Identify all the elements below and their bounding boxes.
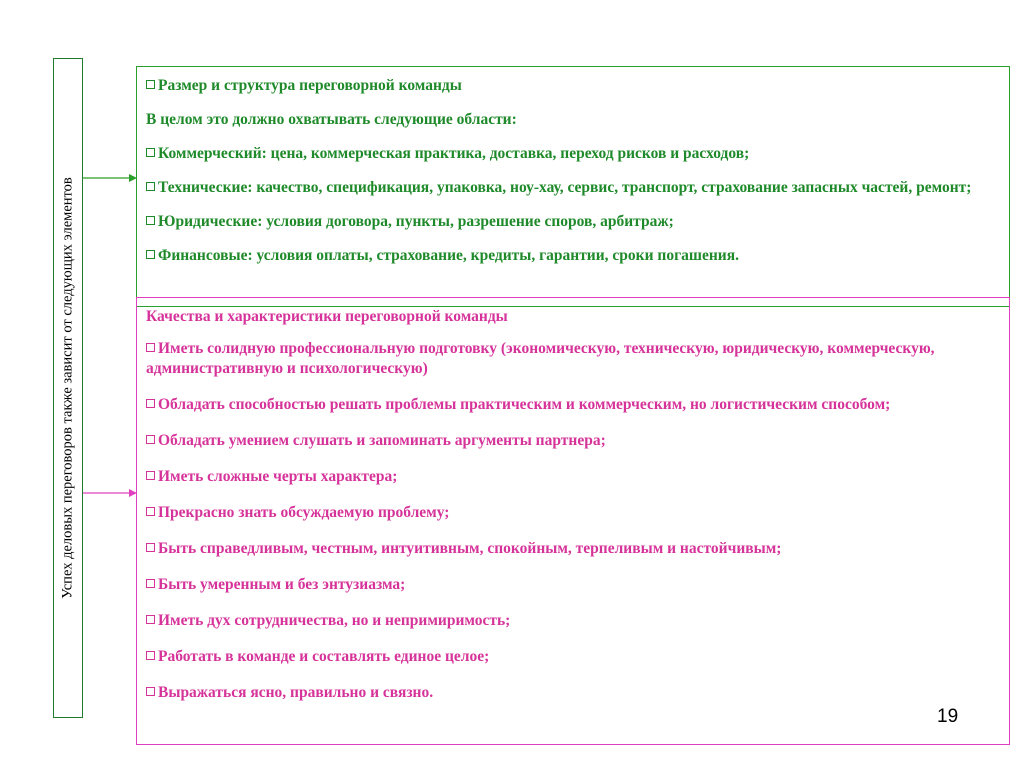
checkbox-bullet-icon [146, 579, 155, 588]
checkbox-bullet-icon [146, 615, 155, 624]
pink-box-content [146, 307, 998, 719]
list-item: Коммерческий: цена, коммерческая практика, доставка, переход рисков и расходов; [146, 144, 998, 164]
checkbox-bullet-icon [146, 651, 155, 660]
list-item: Иметь дух сотрудничества, но и непримиримость; [146, 611, 998, 631]
page-number: 19 [937, 706, 959, 727]
pink-arrow [83, 487, 137, 499]
checkbox-bullet-icon [146, 216, 155, 225]
list-item: Юридические: условия договора, пункты, разрешение споров, арбитраж; [146, 212, 998, 232]
checkbox-bullet-icon [146, 435, 155, 444]
list-item: Выражаться ясно, правильно и связно. [146, 683, 998, 703]
list-item: Иметь сложные черты характера; [146, 467, 998, 487]
checkbox-bullet-icon [146, 80, 155, 89]
checkbox-bullet-icon [146, 507, 155, 516]
checkbox-bullet-icon [146, 543, 155, 552]
checkbox-bullet-icon [146, 148, 155, 157]
list-item: Быть справедливым, честным, интуитивным, спокойным, терпеливым и настойчивым; [146, 539, 998, 559]
side-label: Успех деловых переговоров также зависит от следующих элементов [59, 177, 76, 599]
pink-box-title: Качества и характеристики переговорной команды [146, 308, 508, 325]
list-item: Финансовые: условия оплаты, страхование, кредиты, гарантии, сроки погашения. [146, 246, 998, 266]
list-item: Работать в команде и составлять единое целое; [146, 647, 998, 667]
checkbox-bullet-icon [146, 687, 155, 696]
checkbox-bullet-icon [146, 343, 155, 352]
green-arrow [83, 172, 137, 184]
list-item: Прекрасно знать обсуждаемую проблему; [146, 503, 998, 523]
checkbox-bullet-icon [146, 250, 155, 259]
list-item: В целом это должно охватывать следующие области: [146, 111, 517, 128]
checkbox-bullet-icon [146, 399, 155, 408]
list-item: Обладать способностью решать проблемы практическим и коммерческим, но логистическим способом; [146, 395, 998, 415]
list-item: Быть умеренным и без энтузиазма; [146, 575, 998, 595]
list-item: Иметь солидную профессиональную подготовку (экономическую, техническую, юридическую, коммерческую, административную и психологическую) [146, 340, 935, 377]
list-item: Размер и структура переговорной команды [146, 76, 998, 96]
green-box-content [146, 76, 998, 266]
checkbox-bullet-icon [146, 471, 155, 480]
checkbox-bullet-icon [146, 182, 155, 191]
list-item: Обладать умением слушать и запоминать аргументы партнера; [146, 431, 998, 451]
list-item: Технические: качество, спецификация, упаковка, ноу-хау, сервис, транспорт, страхование запасных частей, ремонт; [146, 178, 998, 198]
